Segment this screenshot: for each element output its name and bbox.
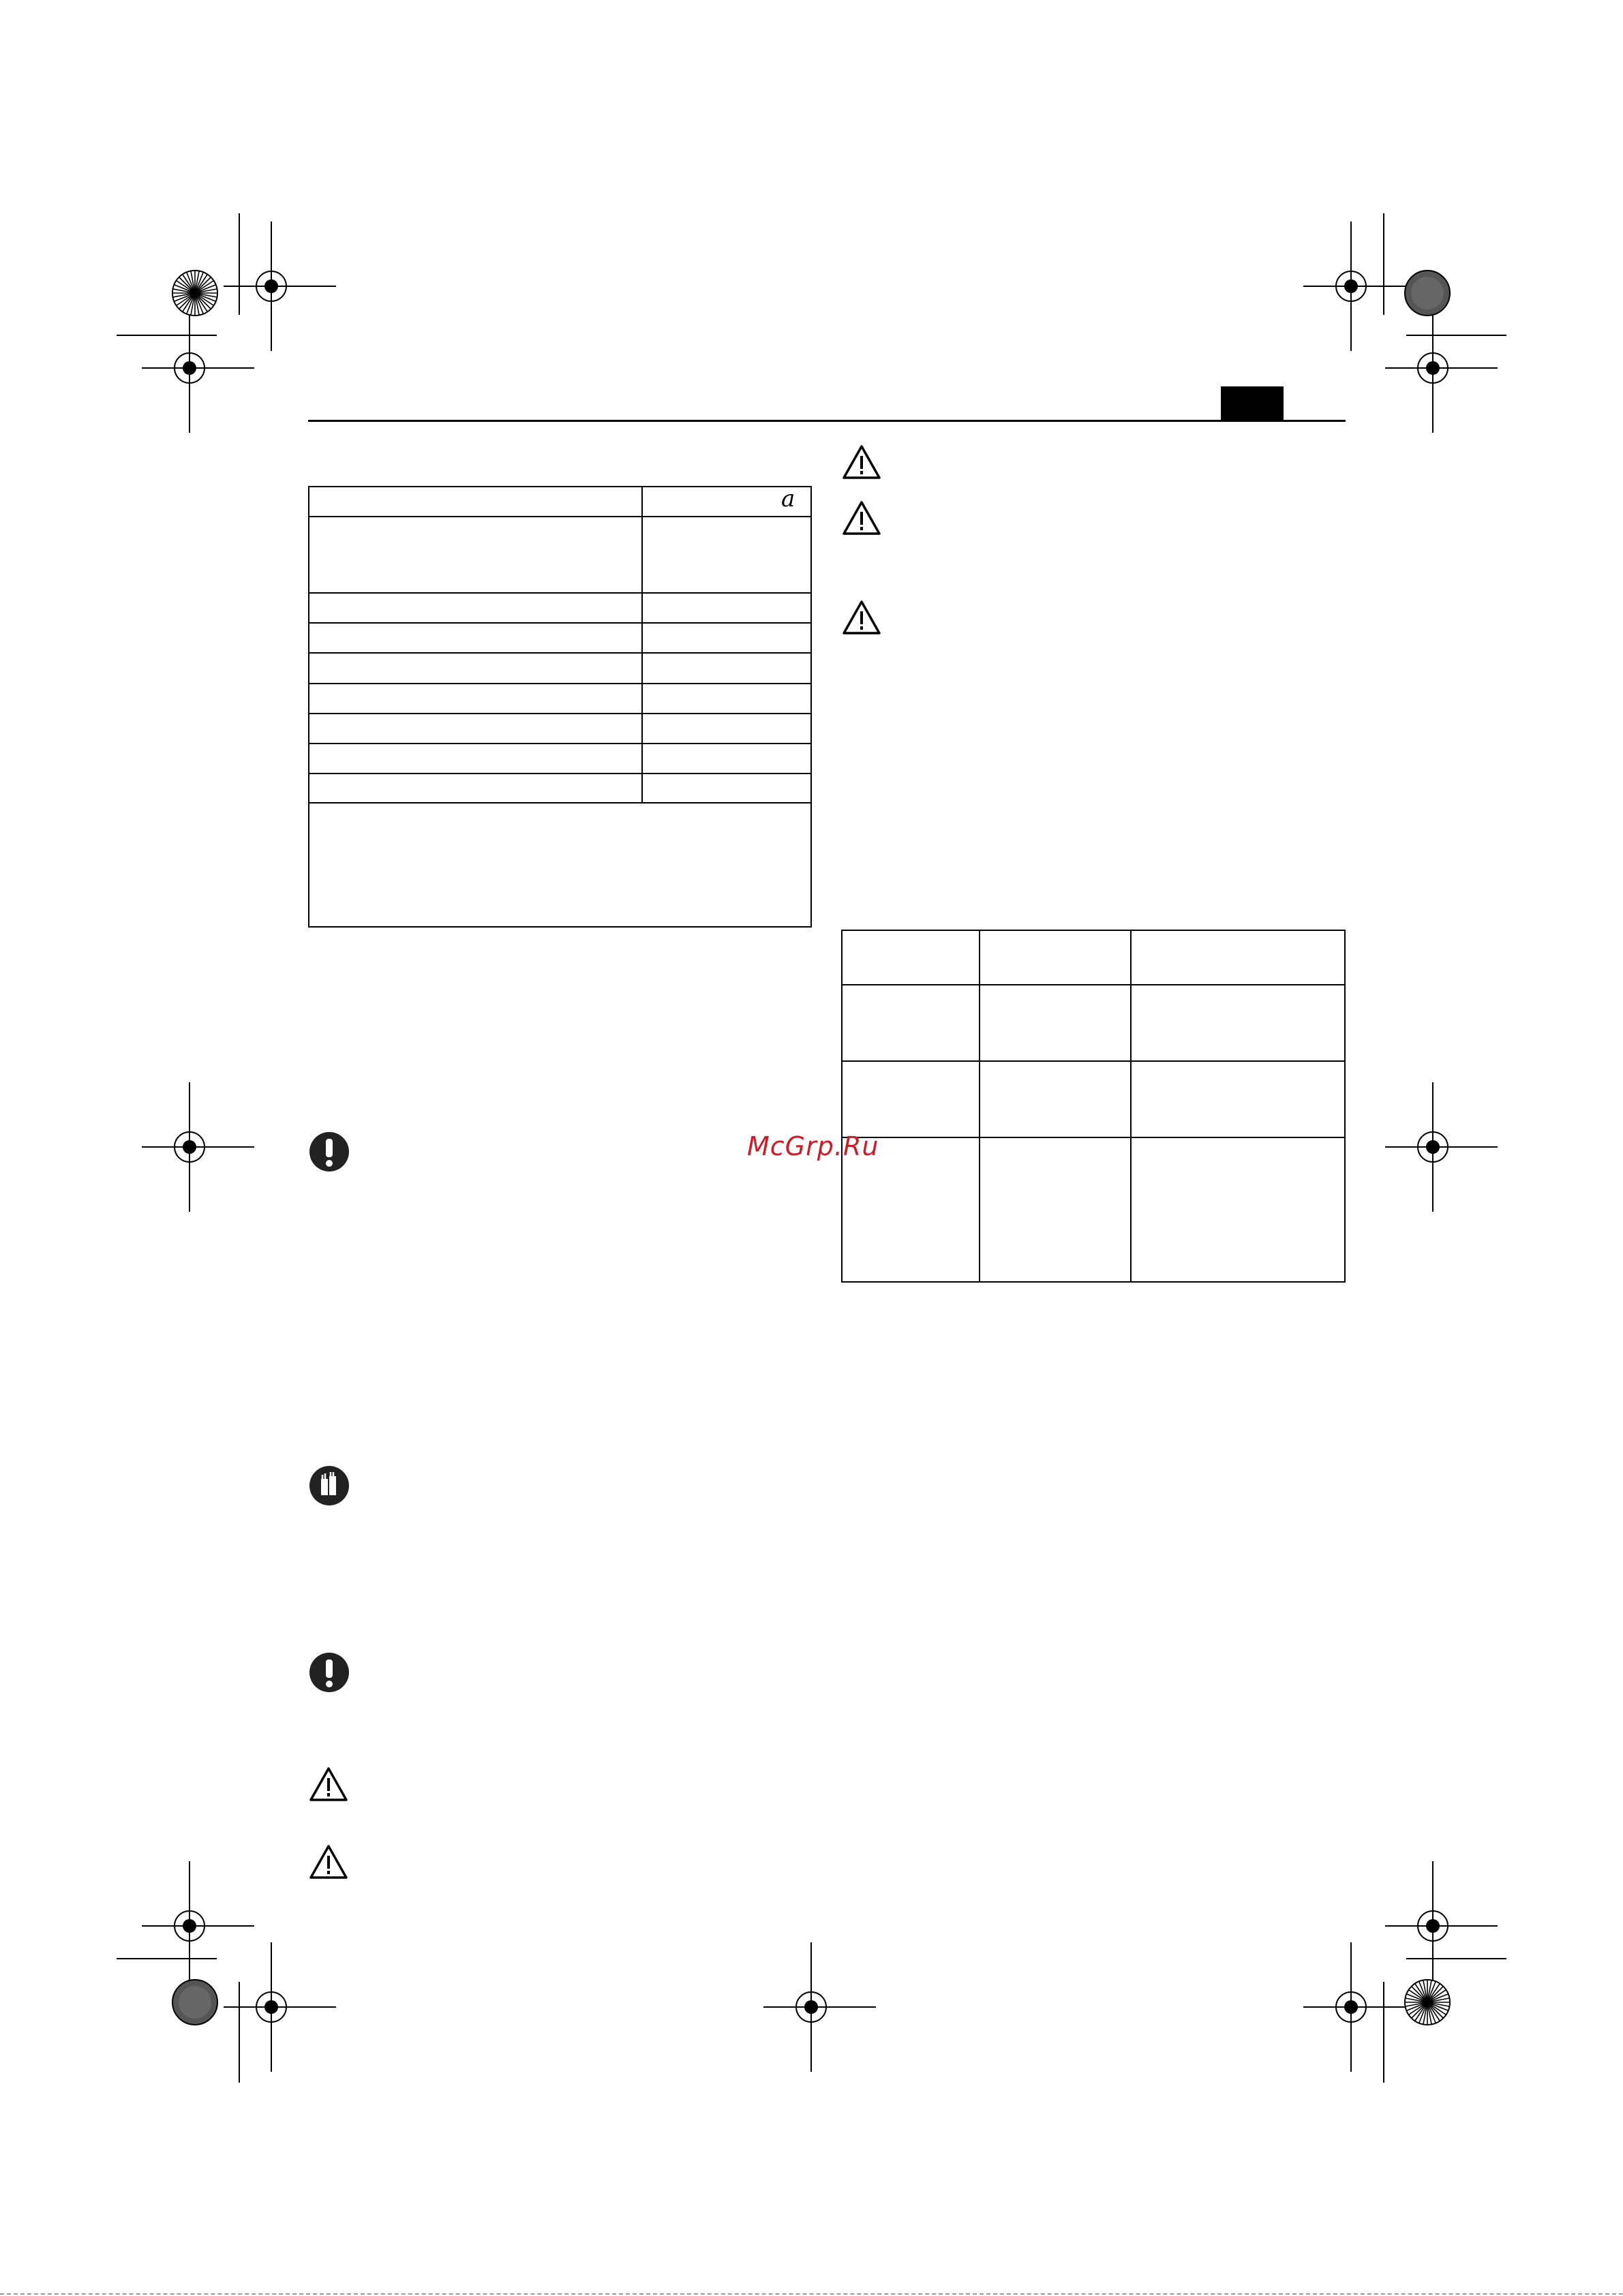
status-table-row [843, 1137, 1344, 1138]
status-table-row [843, 1060, 1344, 1062]
spec-table [308, 486, 812, 928]
warning-triangle-icon [309, 1766, 348, 1802]
spec-table-row [309, 802, 810, 803]
spec-table-row [309, 773, 810, 774]
crop-mark-top-left [117, 213, 336, 433]
crop-mark-bottom-right [1303, 1861, 1506, 2083]
status-table-row [843, 984, 1344, 985]
spec-table-row [309, 516, 810, 517]
spec-table-row [309, 743, 810, 744]
spec-table-row [309, 713, 810, 714]
spec-table-unit-symbol: a [781, 485, 795, 512]
spec-table-row [309, 652, 810, 654]
warning-triangle-icon [842, 444, 881, 480]
watermark: McGrp.Ru [747, 1131, 879, 1161]
warning-triangle-icon [842, 600, 881, 635]
warning-triangle-icon [842, 500, 881, 536]
crop-mark-bottom-center [763, 1942, 876, 2072]
spec-table-row [309, 592, 810, 594]
burst-target-bottom-right [1405, 1980, 1450, 2025]
warning-triangle-icon [309, 1844, 348, 1880]
crop-mark-mid-left [142, 1082, 254, 1212]
crop-mark-mid-right [1385, 1082, 1498, 1212]
exclamation-icon [309, 1131, 350, 1172]
crop-mark-top-right [1303, 213, 1506, 433]
spec-table-row [309, 622, 810, 624]
burst-target-top-left [172, 271, 217, 316]
exclamation-icon [309, 1652, 350, 1693]
spec-table-col-divider [641, 487, 643, 803]
status-table [841, 930, 1346, 1283]
trim-edge-line [0, 2293, 1623, 2295]
solid-target-top-right [1405, 271, 1450, 316]
solid-target-bottom-left [172, 1980, 217, 2025]
spec-table-row [309, 683, 810, 684]
gloves-icon [309, 1465, 350, 1506]
crop-mark-bottom-left [117, 1861, 336, 2083]
